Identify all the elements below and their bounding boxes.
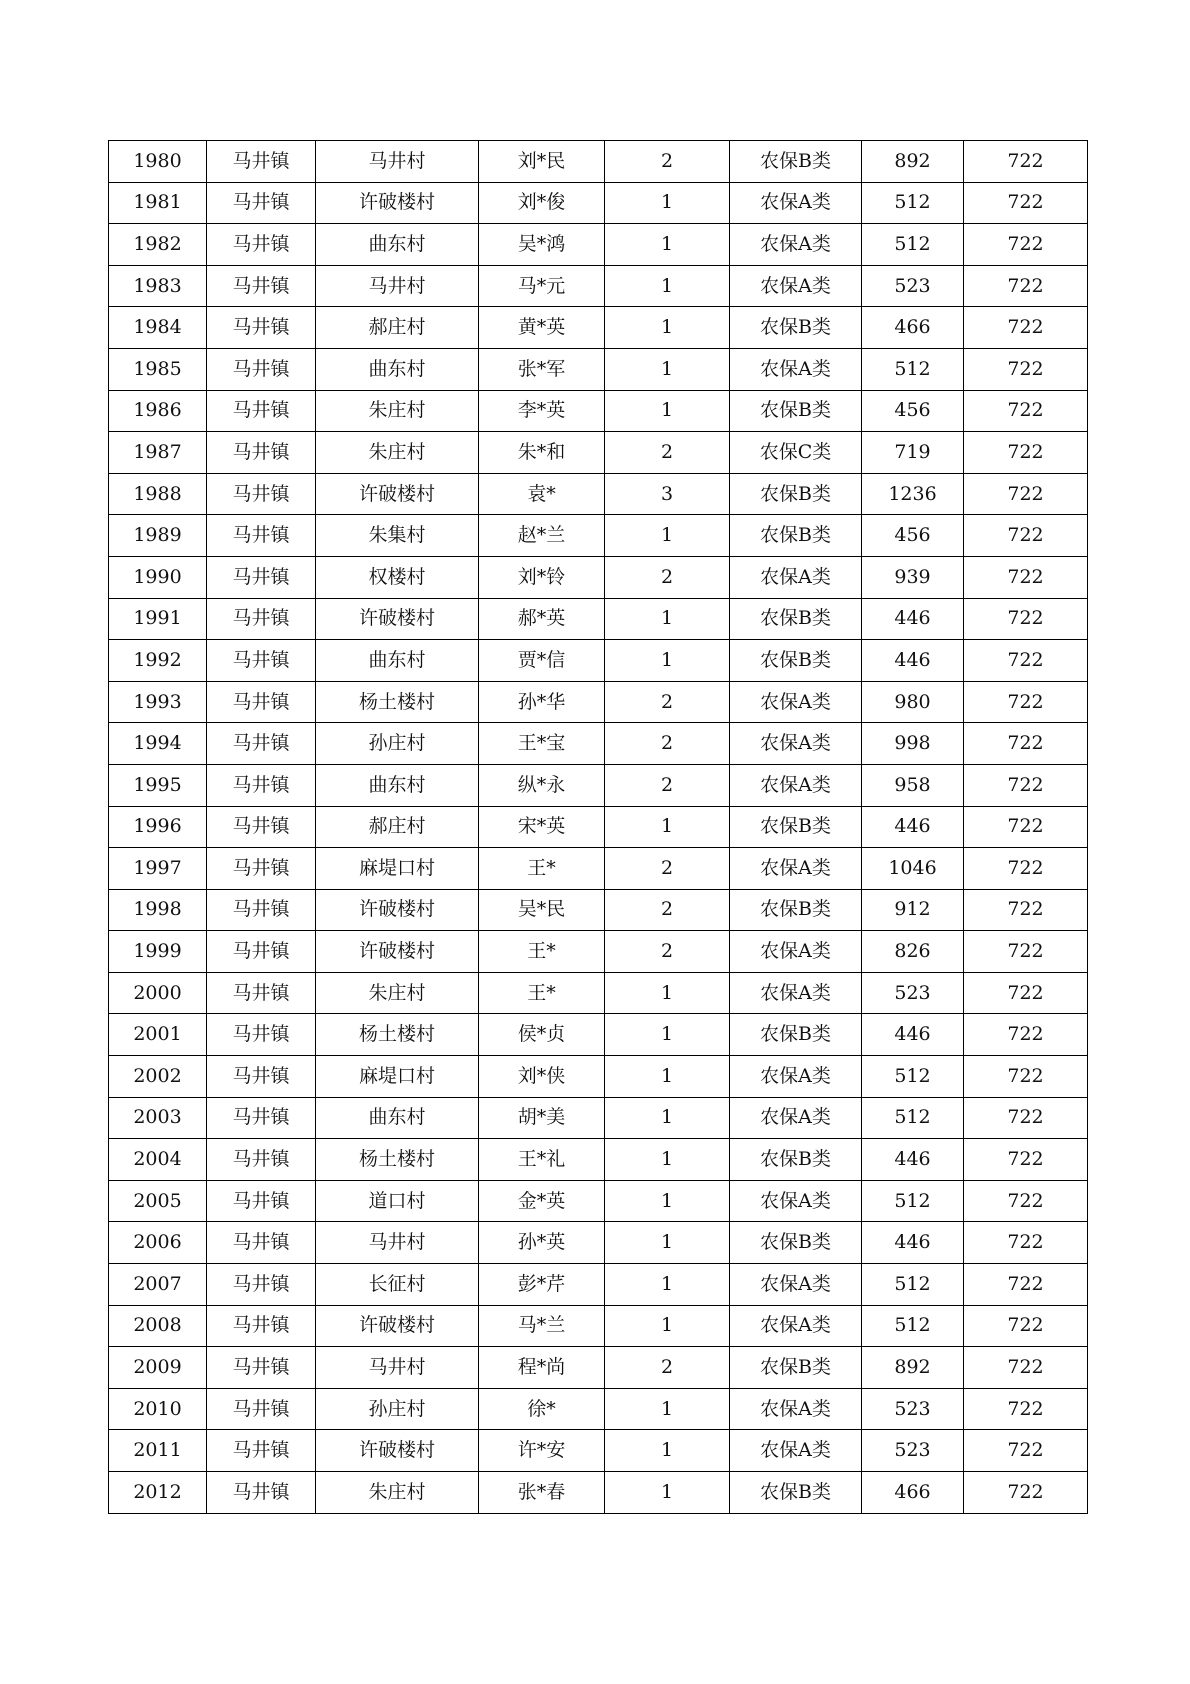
name-cell: 张*军 (479, 348, 605, 390)
town-cell: 马井镇 (207, 1347, 316, 1389)
town-cell: 马井镇 (207, 1472, 316, 1514)
category-cell: 农保B类 (730, 307, 862, 349)
town-cell: 马井镇 (207, 1097, 316, 1139)
village-cell: 马井村 (316, 1347, 479, 1389)
town-cell: 马井镇 (207, 390, 316, 432)
code-cell: 722 (964, 681, 1088, 723)
village-cell: 许破楼村 (316, 1305, 479, 1347)
serial-number-cell: 2003 (109, 1097, 207, 1139)
household-size-cell: 2 (605, 681, 730, 723)
amount-cell: 523 (862, 1430, 964, 1472)
category-cell: 农保B类 (730, 515, 862, 557)
village-cell: 马井村 (316, 1222, 479, 1264)
category-cell: 农保B类 (730, 806, 862, 848)
category-cell: 农保A类 (730, 1097, 862, 1139)
town-cell: 马井镇 (207, 681, 316, 723)
name-cell: 马*兰 (479, 1305, 605, 1347)
town-cell: 马井镇 (207, 598, 316, 640)
town-cell: 马井镇 (207, 1430, 316, 1472)
household-size-cell: 2 (605, 723, 730, 765)
name-cell: 郝*英 (479, 598, 605, 640)
household-size-cell: 1 (605, 1472, 730, 1514)
serial-number-cell: 1983 (109, 265, 207, 307)
household-size-cell: 2 (605, 556, 730, 598)
serial-number-cell: 2009 (109, 1347, 207, 1389)
town-cell: 马井镇 (207, 1222, 316, 1264)
category-cell: 农保C类 (730, 432, 862, 474)
household-size-cell: 1 (605, 307, 730, 349)
code-cell: 722 (964, 1139, 1088, 1181)
table-row (109, 1180, 1088, 1222)
amount-cell: 456 (862, 515, 964, 557)
code-cell: 722 (964, 390, 1088, 432)
code-cell: 722 (964, 1180, 1088, 1222)
household-size-cell: 1 (605, 1222, 730, 1264)
name-cell: 王*宝 (479, 723, 605, 765)
village-cell: 朱庄村 (316, 432, 479, 474)
category-cell: 农保B类 (730, 598, 862, 640)
name-cell: 黄*英 (479, 307, 605, 349)
name-cell: 程*尚 (479, 1347, 605, 1389)
table-row (109, 1347, 1088, 1389)
code-cell: 722 (964, 723, 1088, 765)
category-cell: 农保A类 (730, 348, 862, 390)
name-cell: 吴*民 (479, 889, 605, 931)
table-row (109, 307, 1088, 349)
amount-cell: 466 (862, 307, 964, 349)
serial-number-cell: 1988 (109, 473, 207, 515)
town-cell: 马井镇 (207, 1014, 316, 1056)
village-cell: 权楼村 (316, 556, 479, 598)
household-size-cell: 1 (605, 806, 730, 848)
code-cell: 722 (964, 764, 1088, 806)
village-cell: 曲东村 (316, 1097, 479, 1139)
serial-number-cell: 1986 (109, 390, 207, 432)
amount-cell: 826 (862, 931, 964, 973)
table-row (109, 764, 1088, 806)
household-size-cell: 1 (605, 1139, 730, 1181)
village-cell: 道口村 (316, 1180, 479, 1222)
amount-cell: 512 (862, 1097, 964, 1139)
serial-number-cell: 2010 (109, 1388, 207, 1430)
code-cell: 722 (964, 182, 1088, 224)
serial-number-cell: 2002 (109, 1056, 207, 1098)
town-cell: 马井镇 (207, 806, 316, 848)
amount-cell: 512 (862, 224, 964, 266)
code-cell: 722 (964, 224, 1088, 266)
village-cell: 郝庄村 (316, 307, 479, 349)
household-size-cell: 1 (605, 515, 730, 557)
town-cell: 马井镇 (207, 473, 316, 515)
code-cell: 722 (964, 972, 1088, 1014)
amount-cell: 523 (862, 1388, 964, 1430)
category-cell: 农保B类 (730, 473, 862, 515)
table-row (109, 1097, 1088, 1139)
code-cell: 722 (964, 307, 1088, 349)
village-cell: 曲东村 (316, 640, 479, 682)
name-cell: 许*安 (479, 1430, 605, 1472)
serial-number-cell: 1996 (109, 806, 207, 848)
table-row (109, 432, 1088, 474)
household-size-cell: 1 (605, 640, 730, 682)
town-cell: 马井镇 (207, 1388, 316, 1430)
table-row (109, 723, 1088, 765)
amount-cell: 1236 (862, 473, 964, 515)
table-row (109, 1139, 1088, 1181)
serial-number-cell: 2007 (109, 1264, 207, 1306)
serial-number-cell: 2012 (109, 1472, 207, 1514)
name-cell: 侯*贞 (479, 1014, 605, 1056)
table-row (109, 224, 1088, 266)
name-cell: 彭*芹 (479, 1264, 605, 1306)
amount-cell: 939 (862, 556, 964, 598)
amount-cell: 466 (862, 1472, 964, 1514)
amount-cell: 512 (862, 1305, 964, 1347)
household-size-cell: 1 (605, 1056, 730, 1098)
town-cell: 马井镇 (207, 432, 316, 474)
household-size-cell: 2 (605, 1347, 730, 1389)
serial-number-cell: 1993 (109, 681, 207, 723)
village-cell: 许破楼村 (316, 473, 479, 515)
amount-cell: 456 (862, 390, 964, 432)
town-cell: 马井镇 (207, 723, 316, 765)
name-cell: 孙*华 (479, 681, 605, 723)
village-cell: 曲东村 (316, 224, 479, 266)
household-size-cell: 1 (605, 182, 730, 224)
amount-cell: 912 (862, 889, 964, 931)
town-cell: 马井镇 (207, 1264, 316, 1306)
amount-cell: 512 (862, 182, 964, 224)
amount-cell: 892 (862, 1347, 964, 1389)
town-cell: 马井镇 (207, 889, 316, 931)
table-row (109, 1056, 1088, 1098)
table-row (109, 681, 1088, 723)
name-cell: 宋*英 (479, 806, 605, 848)
village-cell: 孙庄村 (316, 1388, 479, 1430)
village-cell: 孙庄村 (316, 723, 479, 765)
name-cell: 贾*信 (479, 640, 605, 682)
household-size-cell: 1 (605, 972, 730, 1014)
name-cell: 赵*兰 (479, 515, 605, 557)
town-cell: 马井镇 (207, 640, 316, 682)
amount-cell: 998 (862, 723, 964, 765)
category-cell: 农保A类 (730, 723, 862, 765)
village-cell: 朱庄村 (316, 390, 479, 432)
amount-cell: 512 (862, 1180, 964, 1222)
serial-number-cell: 1984 (109, 307, 207, 349)
town-cell: 马井镇 (207, 182, 316, 224)
village-cell: 曲东村 (316, 764, 479, 806)
serial-number-cell: 1982 (109, 224, 207, 266)
village-cell: 杨土楼村 (316, 1139, 479, 1181)
table-row (109, 265, 1088, 307)
town-cell: 马井镇 (207, 307, 316, 349)
serial-number-cell: 2004 (109, 1139, 207, 1181)
records-table (108, 140, 1088, 1514)
town-cell: 马井镇 (207, 141, 316, 183)
town-cell: 马井镇 (207, 848, 316, 890)
table-row (109, 1305, 1088, 1347)
serial-number-cell: 1980 (109, 141, 207, 183)
name-cell: 朱*和 (479, 432, 605, 474)
amount-cell: 1046 (862, 848, 964, 890)
code-cell: 722 (964, 848, 1088, 890)
town-cell: 马井镇 (207, 1056, 316, 1098)
code-cell: 722 (964, 556, 1088, 598)
code-cell: 722 (964, 806, 1088, 848)
category-cell: 农保A类 (730, 1180, 862, 1222)
amount-cell: 719 (862, 432, 964, 474)
code-cell: 722 (964, 889, 1088, 931)
code-cell: 722 (964, 1222, 1088, 1264)
village-cell: 麻堤口村 (316, 1056, 479, 1098)
household-size-cell: 1 (605, 1264, 730, 1306)
category-cell: 农保B类 (730, 1139, 862, 1181)
category-cell: 农保A类 (730, 265, 862, 307)
table-row (109, 390, 1088, 432)
table-row (109, 1222, 1088, 1264)
code-cell: 722 (964, 1430, 1088, 1472)
code-cell: 722 (964, 348, 1088, 390)
name-cell: 王*礼 (479, 1139, 605, 1181)
table-row (109, 931, 1088, 973)
amount-cell: 512 (862, 1056, 964, 1098)
name-cell: 刘*民 (479, 141, 605, 183)
village-cell: 许破楼村 (316, 1430, 479, 1472)
household-size-cell: 1 (605, 598, 730, 640)
code-cell: 722 (964, 1097, 1088, 1139)
household-size-cell: 2 (605, 848, 730, 890)
village-cell: 朱集村 (316, 515, 479, 557)
code-cell: 722 (964, 640, 1088, 682)
records-body (109, 141, 1088, 1514)
category-cell: 农保A类 (730, 848, 862, 890)
name-cell: 马*元 (479, 265, 605, 307)
table-row (109, 640, 1088, 682)
village-cell: 朱庄村 (316, 972, 479, 1014)
table-row (109, 1264, 1088, 1306)
category-cell: 农保A类 (730, 931, 862, 973)
name-cell: 王* (479, 972, 605, 1014)
code-cell: 722 (964, 473, 1088, 515)
name-cell: 纵*永 (479, 764, 605, 806)
code-cell: 722 (964, 1472, 1088, 1514)
amount-cell: 446 (862, 640, 964, 682)
household-size-cell: 1 (605, 1180, 730, 1222)
serial-number-cell: 2006 (109, 1222, 207, 1264)
table-row (109, 473, 1088, 515)
name-cell: 孙*英 (479, 1222, 605, 1264)
village-cell: 马井村 (316, 141, 479, 183)
amount-cell: 446 (862, 806, 964, 848)
name-cell: 刘*俊 (479, 182, 605, 224)
village-cell: 杨土楼村 (316, 681, 479, 723)
household-size-cell: 1 (605, 348, 730, 390)
table-row (109, 806, 1088, 848)
serial-number-cell: 2001 (109, 1014, 207, 1056)
table-row (109, 1014, 1088, 1056)
village-cell: 马井村 (316, 265, 479, 307)
serial-number-cell: 2008 (109, 1305, 207, 1347)
village-cell: 曲东村 (316, 348, 479, 390)
village-cell: 许破楼村 (316, 931, 479, 973)
town-cell: 马井镇 (207, 1180, 316, 1222)
name-cell: 刘*侠 (479, 1056, 605, 1098)
category-cell: 农保B类 (730, 1222, 862, 1264)
amount-cell: 892 (862, 141, 964, 183)
household-size-cell: 2 (605, 931, 730, 973)
town-cell: 马井镇 (207, 348, 316, 390)
household-size-cell: 3 (605, 473, 730, 515)
town-cell: 马井镇 (207, 224, 316, 266)
household-size-cell: 1 (605, 1388, 730, 1430)
name-cell: 胡*美 (479, 1097, 605, 1139)
household-size-cell: 1 (605, 1097, 730, 1139)
town-cell: 马井镇 (207, 265, 316, 307)
table-row (109, 848, 1088, 890)
category-cell: 农保B类 (730, 390, 862, 432)
category-cell: 农保A类 (730, 1388, 862, 1430)
serial-number-cell: 1992 (109, 640, 207, 682)
category-cell: 农保A类 (730, 1305, 862, 1347)
serial-number-cell: 1981 (109, 182, 207, 224)
town-cell: 马井镇 (207, 972, 316, 1014)
category-cell: 农保B类 (730, 141, 862, 183)
village-cell: 许破楼村 (316, 598, 479, 640)
category-cell: 农保A类 (730, 1264, 862, 1306)
name-cell: 王* (479, 931, 605, 973)
category-cell: 农保B类 (730, 889, 862, 931)
category-cell: 农保B类 (730, 640, 862, 682)
name-cell: 吴*鸿 (479, 224, 605, 266)
table-row (109, 1388, 1088, 1430)
serial-number-cell: 1999 (109, 931, 207, 973)
town-cell: 马井镇 (207, 1305, 316, 1347)
code-cell: 722 (964, 1388, 1088, 1430)
code-cell: 722 (964, 432, 1088, 474)
serial-number-cell: 1985 (109, 348, 207, 390)
code-cell: 722 (964, 141, 1088, 183)
code-cell: 722 (964, 598, 1088, 640)
household-size-cell: 2 (605, 141, 730, 183)
category-cell: 农保A类 (730, 764, 862, 806)
village-cell: 郝庄村 (316, 806, 479, 848)
table-row (109, 598, 1088, 640)
amount-cell: 512 (862, 348, 964, 390)
name-cell: 徐* (479, 1388, 605, 1430)
serial-number-cell: 1995 (109, 764, 207, 806)
category-cell: 农保A类 (730, 556, 862, 598)
amount-cell: 512 (862, 1264, 964, 1306)
serial-number-cell: 1990 (109, 556, 207, 598)
code-cell: 722 (964, 931, 1088, 973)
name-cell: 袁* (479, 473, 605, 515)
amount-cell: 523 (862, 972, 964, 1014)
category-cell: 农保A类 (730, 1430, 862, 1472)
amount-cell: 446 (862, 598, 964, 640)
amount-cell: 980 (862, 681, 964, 723)
category-cell: 农保A类 (730, 972, 862, 1014)
category-cell: 农保B类 (730, 1472, 862, 1514)
household-size-cell: 1 (605, 390, 730, 432)
village-cell: 朱庄村 (316, 1472, 479, 1514)
serial-number-cell: 1998 (109, 889, 207, 931)
serial-number-cell: 2000 (109, 972, 207, 1014)
category-cell: 农保A类 (730, 224, 862, 266)
amount-cell: 446 (862, 1222, 964, 1264)
table-row (109, 972, 1088, 1014)
table-row (109, 141, 1088, 183)
town-cell: 马井镇 (207, 556, 316, 598)
serial-number-cell: 1989 (109, 515, 207, 557)
village-cell: 麻堤口村 (316, 848, 479, 890)
village-cell: 许破楼村 (316, 182, 479, 224)
town-cell: 马井镇 (207, 1139, 316, 1181)
code-cell: 722 (964, 1056, 1088, 1098)
name-cell: 刘*铃 (479, 556, 605, 598)
table-row (109, 889, 1088, 931)
category-cell: 农保B类 (730, 1347, 862, 1389)
code-cell: 722 (964, 1347, 1088, 1389)
serial-number-cell: 2005 (109, 1180, 207, 1222)
category-cell: 农保B类 (730, 1014, 862, 1056)
household-size-cell: 2 (605, 764, 730, 806)
household-size-cell: 1 (605, 1014, 730, 1056)
household-size-cell: 2 (605, 889, 730, 931)
amount-cell: 446 (862, 1139, 964, 1181)
town-cell: 马井镇 (207, 515, 316, 557)
serial-number-cell: 2011 (109, 1430, 207, 1472)
category-cell: 农保A类 (730, 681, 862, 723)
code-cell: 722 (964, 515, 1088, 557)
name-cell: 张*春 (479, 1472, 605, 1514)
table-row (109, 1430, 1088, 1472)
town-cell: 马井镇 (207, 931, 316, 973)
code-cell: 722 (964, 1264, 1088, 1306)
serial-number-cell: 1997 (109, 848, 207, 890)
amount-cell: 523 (862, 265, 964, 307)
table-row (109, 1472, 1088, 1514)
household-size-cell: 2 (605, 432, 730, 474)
household-size-cell: 1 (605, 1305, 730, 1347)
code-cell: 722 (964, 1305, 1088, 1347)
table-row (109, 556, 1088, 598)
code-cell: 722 (964, 265, 1088, 307)
name-cell: 李*英 (479, 390, 605, 432)
name-cell: 金*英 (479, 1180, 605, 1222)
table-row (109, 515, 1088, 557)
village-cell: 杨土楼村 (316, 1014, 479, 1056)
table-row (109, 348, 1088, 390)
name-cell: 王* (479, 848, 605, 890)
serial-number-cell: 1991 (109, 598, 207, 640)
household-size-cell: 1 (605, 224, 730, 266)
town-cell: 马井镇 (207, 764, 316, 806)
code-cell: 722 (964, 1014, 1088, 1056)
category-cell: 农保A类 (730, 182, 862, 224)
amount-cell: 446 (862, 1014, 964, 1056)
village-cell: 长征村 (316, 1264, 479, 1306)
serial-number-cell: 1987 (109, 432, 207, 474)
category-cell: 农保A类 (730, 1056, 862, 1098)
serial-number-cell: 1994 (109, 723, 207, 765)
household-size-cell: 1 (605, 265, 730, 307)
amount-cell: 958 (862, 764, 964, 806)
table-row (109, 182, 1088, 224)
household-size-cell: 1 (605, 1430, 730, 1472)
village-cell: 许破楼村 (316, 889, 479, 931)
